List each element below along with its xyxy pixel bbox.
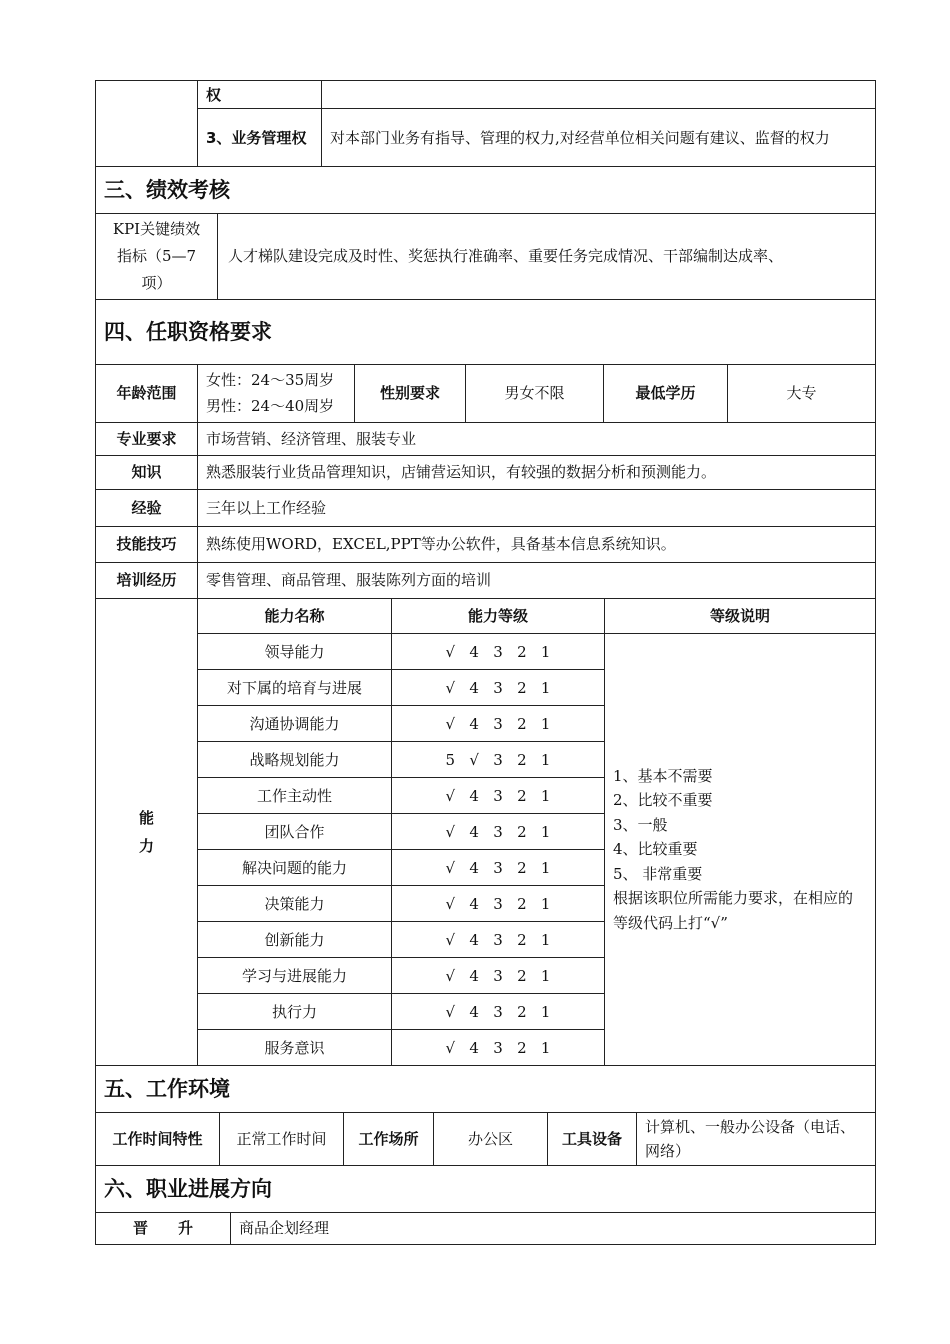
basic-requirements-table <box>95 365 876 424</box>
ability-level: √ 4 3 2 1 <box>392 814 605 850</box>
ability-level: √ 4 3 2 1 <box>392 850 605 886</box>
age-value <box>198 365 355 423</box>
ability-name: 团队合作 <box>198 814 392 850</box>
section-environment-heading: 五、工作环境 <box>95 1066 876 1113</box>
skills-value: 熟练使用WORD，EXCEL,PPT等办公软件，具备基本信息系统知识。 <box>198 526 876 562</box>
gender-value: 男女不限 <box>466 365 604 423</box>
ability-label-line1: 能 <box>138 808 154 827</box>
kpi-label: KPI关键绩效指标（5—7项） <box>96 214 218 299</box>
job-description-page <box>95 80 876 1245</box>
kpi-table <box>95 214 876 300</box>
ability-level: √ 4 3 2 1 <box>392 1030 605 1066</box>
kpi-text: 人才梯队建设完成及时性、奖惩执行准确率、重要任务完成情况、干部编制达成率、 <box>218 214 876 299</box>
training-value: 零售管理、商品管理、服装陈列方面的培训 <box>198 562 876 598</box>
level-desc-line: 4、比较重要 <box>613 840 698 859</box>
authority-row1-text <box>322 81 876 109</box>
section-qualification-heading: 四、任职资格要求 <box>95 300 876 365</box>
knowledge-value: 熟悉服装行业货品管理知识，店铺营运知识，有较强的数据分析和预测能力。 <box>198 455 876 489</box>
ability-name: 战略规划能力 <box>198 742 392 778</box>
ability-level: √ 4 3 2 1 <box>392 778 605 814</box>
gender-label: 性别要求 <box>355 365 466 423</box>
ability-name: 领导能力 <box>198 634 392 670</box>
section-career-heading: 六、职业进展方向 <box>95 1166 876 1213</box>
ability-col-level: 能力等级 <box>392 599 605 634</box>
authority-blank-cell <box>96 81 198 167</box>
ability-col-desc: 等级说明 <box>605 599 876 634</box>
section-performance-heading: 三、绩效考核 <box>95 167 876 214</box>
ability-name: 对下属的培育与进展 <box>198 670 392 706</box>
level-description <box>605 634 876 1066</box>
experience-label: 经验 <box>96 489 198 526</box>
age-female: 女性：24～35周岁 <box>206 371 335 390</box>
training-label: 培训经历 <box>96 562 198 598</box>
ability-level: 5 √ 3 2 1 <box>392 742 605 778</box>
ability-name: 沟通协调能力 <box>198 706 392 742</box>
ability-table <box>95 599 876 1067</box>
tools-value: 计算机、一般办公设备（电话、网络） <box>637 1113 876 1165</box>
ability-level: √ 4 3 2 1 <box>392 886 605 922</box>
promotion-value: 商品企划经理 <box>231 1213 876 1245</box>
ability-level: √ 4 3 2 1 <box>392 670 605 706</box>
promotion-label: 晋 升 <box>96 1213 231 1245</box>
ability-col-name: 能力名称 <box>198 599 392 634</box>
experience-value: 三年以上工作经验 <box>198 489 876 526</box>
work-time-value: 正常工作时间 <box>220 1113 344 1165</box>
work-place-label: 工作场所 <box>344 1113 434 1165</box>
major-label: 专业要求 <box>96 423 198 455</box>
ability-name: 解决问题的能力 <box>198 850 392 886</box>
authority-row1-label: 权 <box>198 81 322 109</box>
ability-level: √ 4 3 2 1 <box>392 706 605 742</box>
career-table <box>95 1213 876 1246</box>
ability-name: 服务意识 <box>198 1030 392 1066</box>
knowledge-label: 知识 <box>96 455 198 489</box>
ability-level: √ 4 3 2 1 <box>392 922 605 958</box>
age-label: 年龄范围 <box>96 365 198 423</box>
detail-requirements-table <box>95 423 876 599</box>
environment-table <box>95 1113 876 1166</box>
ability-name: 学习与进展能力 <box>198 958 392 994</box>
level-desc-line: 3、一般 <box>613 815 668 834</box>
ability-name: 决策能力 <box>198 886 392 922</box>
major-value: 市场营销、经济管理、服装专业 <box>198 423 876 455</box>
work-time-label: 工作时间特性 <box>96 1113 220 1165</box>
authority-table <box>95 80 876 167</box>
level-desc-line: 5、 非常重要 <box>613 864 703 883</box>
ability-name: 执行力 <box>198 994 392 1030</box>
level-desc-line: 1、基本不需要 <box>613 766 713 785</box>
level-desc-note: 根据该职位所需能力要求，在相应的等级代码上打“√” <box>613 889 854 932</box>
authority-row2-text: 对本部门业务有指导、管理的权力,对经营单位相关问题有建议、监督的权力 <box>322 109 876 167</box>
education-label: 最低学历 <box>604 365 728 423</box>
ability-level: √ 4 3 2 1 <box>392 634 605 670</box>
level-desc-line: 2、比较不重要 <box>613 791 713 810</box>
ability-side-label <box>96 599 198 1066</box>
age-male: 男性：24～40周岁 <box>206 397 335 416</box>
ability-name: 创新能力 <box>198 922 392 958</box>
work-place-value: 办公区 <box>434 1113 548 1165</box>
authority-row2-label: 3、业务管理权 <box>198 109 322 167</box>
ability-level: √ 4 3 2 1 <box>392 994 605 1030</box>
ability-label-line2: 力 <box>138 836 154 855</box>
skills-label: 技能技巧 <box>96 526 198 562</box>
education-value: 大专 <box>728 365 876 423</box>
ability-name: 工作主动性 <box>198 778 392 814</box>
ability-level: √ 4 3 2 1 <box>392 958 605 994</box>
tools-label: 工具设备 <box>548 1113 637 1165</box>
